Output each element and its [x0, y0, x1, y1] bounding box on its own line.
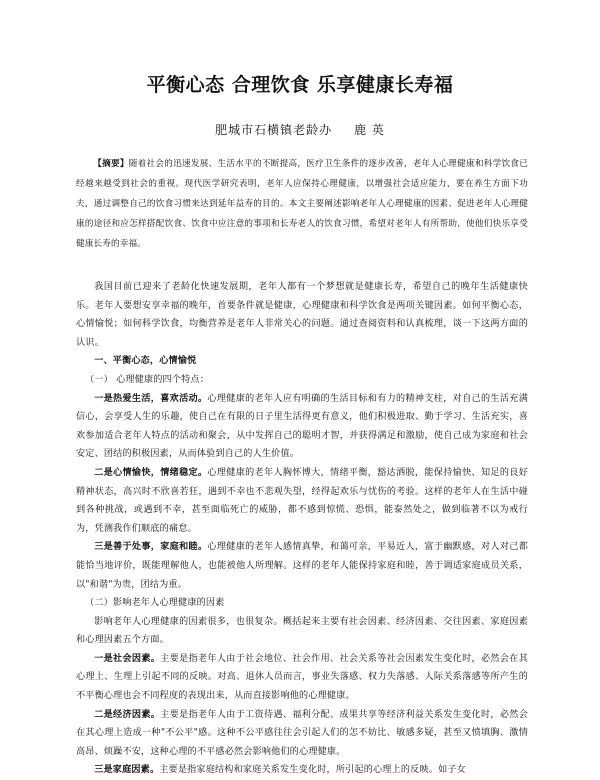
paragraph-text: 主要是指家庭结构和家庭关系发生变化时，所引起的心理上的反映。如子女 [159, 765, 466, 776]
section-heading: 一、平衡心态，心情愉悦 [94, 355, 197, 367]
body-paragraph [76, 650, 528, 706]
body-paragraph [76, 761, 528, 780]
subsection-heading: （二）影响老年人心理健康的因素 [85, 598, 225, 609]
abstract [76, 154, 528, 254]
author-name: 鹿 英 [354, 123, 385, 137]
paragraph-lead: 三是善于处事，家庭和睦。 [94, 541, 208, 553]
author-line [0, 121, 600, 138]
intro-paragraph: 我国目前已迎来了老龄化快速发展期，老年人都有一个梦想就是健康长寿，希望自己的晚年生活健康快乐。老年人要想安享幸福的晚年，首要条件就是健康，心理健康和科学饮食是两项关键因素。如何平衡心态，心情愉悦；如何科学饮食，均衡营养是老年人非常关心的问题。通过查阅资料和认真梳理，谈一下这两方面的认识。 [76, 282, 528, 348]
paragraph-text: 心理健康的老年人应有明确的生活目标和有力的精神支柱，对自己的生活充满信心，会享受人生的乐趣，使自己在有限的日子里生活得更有意义，他们积极进取、勤于学习、生活充实，喜欢参加适合老年人特点的活动和聚会，从中发挥自己的聪明才智，并获得满足和激励，使自己成为家庭和社会安定、团结的积极因素，从而体验到自己的人生价值。 [76, 393, 528, 460]
paragraph-lead: 二是心情愉快，情绪稳定。 [94, 466, 208, 478]
body-paragraph [76, 538, 528, 594]
paragraph-lead: 一是热爱生活，喜欢活动。 [94, 392, 208, 404]
abstract-text: 随着社会的迅速发展、生活水平的不断提高，医疗卫生条件的逐步改善，老年人心理健康和科学饮食已经越来越受到社会的重视。现代医学研究表明，老年人应保持心理健康，以增强社会适应能力，要在养生方面下功夫，通过调整自己的饮食习惯来达到延年益寿的目的。本文主要阐述影响老年人心理健康的因素、促进老年人心理健康的途径和应怎样搭配饮食、饮食中应注意的事项和长寿老人的饮食习惯，希望对老年人有所帮助，使他们快乐享受健康长寿的幸福。 [76, 159, 528, 249]
paper-body [76, 278, 528, 780]
body-paragraph [76, 706, 528, 762]
paper-title: 平衡心态 合理饮食 乐享健康长寿福 [146, 74, 454, 96]
paragraph-lead: 二是经济因素。 [94, 708, 161, 720]
paragraph-text: 主要是指老年人由于社会地位、社会作用、社会关系等社会因素发生变化时，必然会在其心理上、生理上引起不同的反映。对高、退休人员而言，事业失落感、权力失落感、人际关系落感等所产生的不平衡心理也会不同程度的表现出来，从而直接影响他的心理健康。 [76, 653, 528, 702]
paragraph-text: 主要是指老年人由于工资待遇、福利分配、成果共享等经济利益关系发生变化时，必然会在其心理上造成一种"不公平"感。这种不公平感往往会引起人们的怎不妨比、敏感多疑，甚至又愤填胸、激情高昂、烦躁不安，这种心理的不平感必然会影响他们的心理健康。 [76, 709, 528, 757]
paragraph-text: 心理健康的老年人感情真挚，和蔼可亲，平易近人，富于幽默感，对人对己都能恰当地评价，既能理解他人，也能被他人所理解。这样的老年人能保持家庭和睦，善于调适家庭成员关系，以"和谐"为贵，团结为重。 [76, 542, 528, 590]
subsection-heading: （一） 心理健康的四个特点： [85, 374, 210, 385]
author-affiliation: 肥城市石横镇老龄办 [215, 123, 333, 137]
paragraph-lead: 一是社会因素。 [94, 652, 161, 664]
paragraph-text: 心理健康的老年人胸怀博大，情绪平衡，豁达洒脱，能保持愉快、知足的良好精神状态，高兴时不欣喜若狂，遇到不幸也不悲观失望，经得起欢乐与忧伤的考验。这样的老年人在生活中碰到各种挑战，或遇到不幸，甚至面临死亡的威胁，都不感到惊慌、恐惧，能泰然处之，做到临著不以为戒行为，凭测我作们顺底的痛怠。 [76, 467, 528, 534]
abstract-label: 【摘要】 [93, 159, 129, 169]
body-paragraph [76, 390, 528, 464]
body-paragraph [76, 464, 528, 538]
body-paragraph: 影响老年人心理健康的因素很多，也很复杂。概括起来主要有社会因素、经济因素、交往因素、家庭因素和心理因素五个方面。 [76, 616, 528, 646]
paragraph-lead: 三是家庭因素。 [94, 764, 160, 776]
